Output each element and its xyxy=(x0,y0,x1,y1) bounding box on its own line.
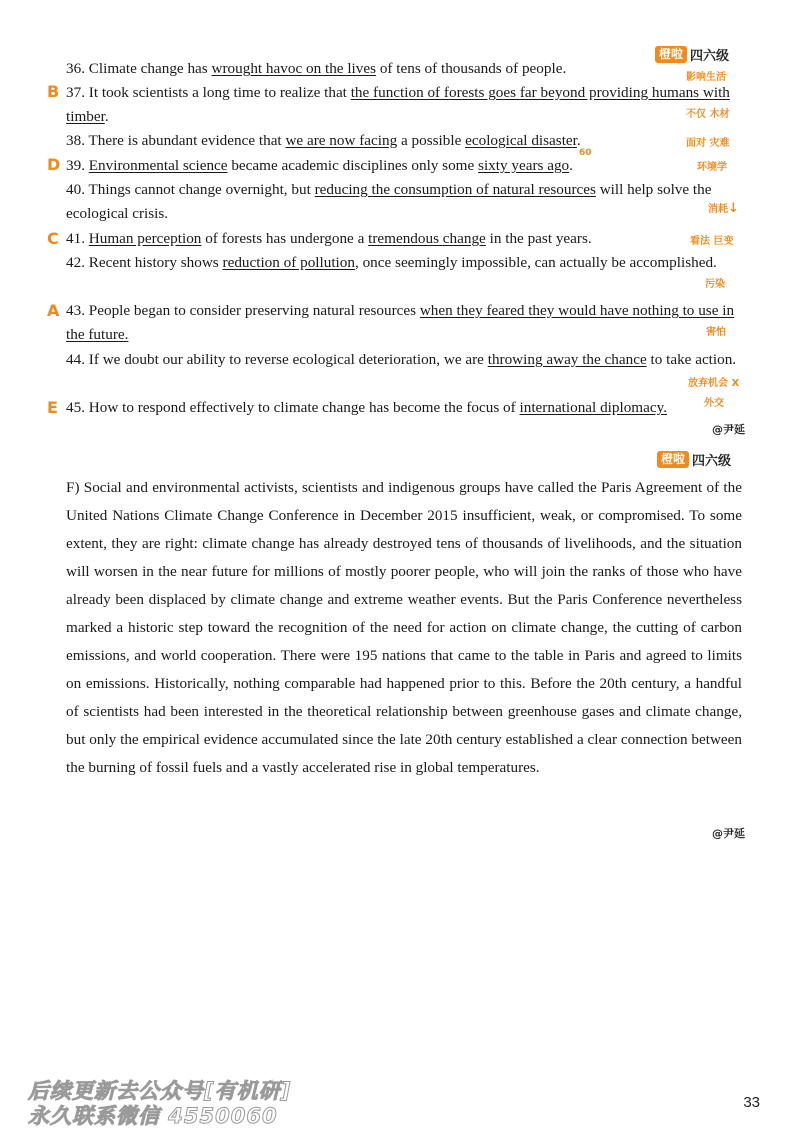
question-number: 39. xyxy=(66,157,85,174)
underlined-phrase: tremendous change xyxy=(368,230,486,247)
question-number: 42. xyxy=(66,254,85,271)
question-43 xyxy=(66,299,742,347)
watermark-line-1: 后续更新去公众号[有机研] xyxy=(28,1079,292,1103)
underlined-phrase: international diplomacy. xyxy=(519,399,667,416)
question-text: There is abundant evidence that xyxy=(88,132,286,149)
question-45 xyxy=(66,396,742,420)
question-number: 38. xyxy=(66,132,85,149)
answer-letter: D xyxy=(47,155,61,174)
answer-letter: C xyxy=(47,229,59,248)
watermark-line-2: 永久联系微信 4550060 xyxy=(28,1104,278,1128)
underlined-phrase: Human perception xyxy=(88,230,202,247)
annotation xyxy=(708,200,739,216)
question-number: 45. xyxy=(66,399,85,416)
question-text: Climate change has xyxy=(88,60,212,77)
question-44 xyxy=(66,348,742,372)
down-arrow-icon: ↓ xyxy=(728,201,739,216)
underlined-phrase: wrought havoc on the lives xyxy=(211,60,377,77)
question-text: Things cannot change overnight, but xyxy=(88,181,315,198)
brand-suffix: 四六级 xyxy=(692,454,732,469)
underlined-phrase: reduction of pollution xyxy=(222,254,355,271)
paragraph-f: F) Social and environmental activists, scientists and indigenous groups have called the Paris Agreement of the United Nations Climate Change Conference in December 2015 insufficient, weak, or compromised. To some extent, they are right: climate change has already destroyed tens of thousands of livelihoods, and the situation will worsen in the near future for millions of mostly poorer people, who will join the ranks of those who have already been displaced by climate change and extreme weather events. But the Paris Conference nevertheless marked a historic step toward the recognition of the need for action on climate change, the cutting of carbon emissions, and world cooperation. There were 195 nations that came to the table in Paris and agreed to limits on emissions. Historically, nothing comparable had happened prior to this. Before the 20th century, a handful of scientists had been interested in the theoretical relationship between greenhouse gases and climate change, but only the empirical evidence accumulated since the late 20th century established a clear connection between the burning of fossil fuels and a vastly accelerated rise in global temperatures. xyxy=(66,479,742,776)
brand-logo: 橙啦 xyxy=(655,46,687,63)
question-text: will help solve the ecological crisis. xyxy=(66,181,712,222)
brand-suffix: 四六级 xyxy=(690,49,730,64)
brand-header xyxy=(657,450,731,469)
underlined-phrase: Environmental science xyxy=(88,157,228,174)
question-text: , once seemingly impossible, can actually be accomplished. xyxy=(354,254,717,271)
question-39 xyxy=(66,154,742,178)
annotation: 看法 巨变 xyxy=(690,236,734,247)
annotation: 放弃机会 X xyxy=(688,378,740,389)
question-number: 37. xyxy=(66,84,85,101)
author-signature: @尹延 xyxy=(712,827,745,840)
question-text: of forests has undergone a xyxy=(201,230,369,247)
annotation: 不仅 木材 xyxy=(686,109,730,120)
question-number: 40. xyxy=(66,181,85,198)
question-38 xyxy=(66,129,742,153)
underlined-phrase: when they feared they would have nothing to use in the future. xyxy=(66,302,735,343)
underlined-phrase: the function of forests goes far beyond providing humans with timber xyxy=(66,84,730,125)
answer-letter: B xyxy=(47,82,60,101)
question-text: . xyxy=(104,108,109,125)
annotation-text: 消耗 xyxy=(708,204,728,215)
question-text: People began to consider preserving natural resources xyxy=(88,302,420,319)
underlined-phrase: ecological disaster xyxy=(465,132,577,149)
question-text: . xyxy=(576,132,581,149)
question-number: 36. xyxy=(66,60,85,77)
question-text: in the past years. xyxy=(485,230,592,247)
annotation: 影响生活 xyxy=(686,72,726,83)
question-number: 41. xyxy=(66,230,85,247)
question-41 xyxy=(66,227,742,251)
question-number: 43. xyxy=(66,302,85,319)
annotation: 外交 xyxy=(704,398,724,409)
question-number: 44. xyxy=(66,351,85,368)
question-text: became academic disciplines only some xyxy=(227,157,479,174)
brand-logo: 橙啦 xyxy=(657,451,689,468)
question-36 xyxy=(66,57,742,81)
question-40 xyxy=(66,178,742,226)
annotation: 面对 灾难 xyxy=(686,138,730,149)
question-text: to take action. xyxy=(646,351,737,368)
annotation: 害怕 xyxy=(706,327,726,338)
question-text: . xyxy=(569,157,573,174)
annotation: 60 xyxy=(579,148,592,158)
page-number: 33 xyxy=(743,1094,760,1111)
underlined-phrase: reducing the consumption of natural resources xyxy=(314,181,596,198)
question-42 xyxy=(66,251,742,275)
answer-letter: A xyxy=(47,301,60,320)
answer-letter: E xyxy=(47,398,58,417)
question-text: It took scientists a long time to realize that xyxy=(88,84,351,101)
underlined-phrase: sixty years ago xyxy=(478,157,570,174)
question-text: a possible xyxy=(397,132,466,149)
question-37 xyxy=(66,81,742,129)
question-text: How to respond effectively to climate change has become the focus of xyxy=(88,399,520,416)
question-text: If we doubt our ability to reverse ecological deterioration, we are xyxy=(88,351,488,368)
question-text: of tens of thousands of people. xyxy=(376,60,567,77)
underlined-phrase: we are now facing xyxy=(285,132,398,149)
question-text: Recent history shows xyxy=(88,254,223,271)
underlined-phrase: throwing away the chance xyxy=(487,351,647,368)
annotation: 环境学 xyxy=(697,162,727,173)
annotation: 污染 xyxy=(705,279,725,290)
author-signature: @尹延 xyxy=(712,423,745,436)
